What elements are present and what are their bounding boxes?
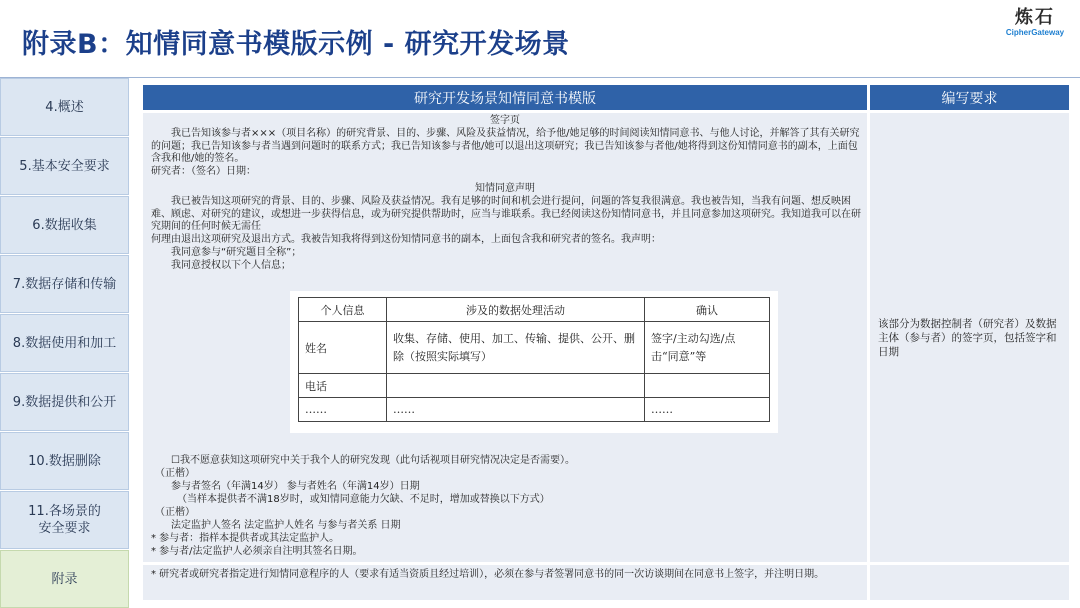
footer-note-cell [143,565,867,600]
date-requirement-note: * 参与者/法定监护人必须亲自注明其签名日期。 [151,546,363,557]
consent-declaration-cont: 何理由退出这项研究及退出方式。我被告知我将得到这份知情同意书的副本，上面包含我和研究者的签名。我声明： [151,234,661,245]
template-cell [143,113,867,562]
form-cell: 收集、存储、使用、加工、传输、提供、公开、删除（按照实际填写） [387,322,645,374]
researcher-signature-line: 研究者：（签名）日期： [151,166,256,177]
sidebar-item-deletion[interactable] [0,432,129,490]
sidebar-item-label: 4.概述 [45,99,84,115]
researcher-statement: 我已告知该参与者×××（项目名称）的研究背景、目的、步骤、风险及获益情况，给予他/她足够的时间阅读知情同意书、与他人讨论，并解答了其有关研究的问题；我已告知该参与者当遇到问题时的联系方式；我已告知该参与者他/她可以退出这项研究；我已告知该参与者他/她将得到这份知情同意书的副本，上面包含我和他/她的签名。 [151,128,860,164]
sidebar-item-overview[interactable] [0,78,129,136]
footer-empty-cell [870,565,1069,600]
sidebar-item-data-collection[interactable] [0,196,129,254]
form-cell: …… [299,398,387,422]
form-cell: 签字/主动勾选/点击“同意”等 [645,322,770,374]
form-cell: …… [387,398,645,422]
requirement-text: 该部分为数据控制者（研究者）及数据主体（参与者）的签字页，包括签字和日期 [878,317,1057,358]
sidebar-item-scenario-security[interactable] [0,491,129,549]
sidebar-item-use-processing[interactable] [0,314,129,372]
regular-script-note-2: （正楷） [155,507,195,518]
logo-cn-text: 炼石 [1015,7,1055,28]
form-cell [387,374,645,398]
guardian-condition-note: （当样本提供者不满18岁时，或知情同意能力欠缺、不足时，增加或替换以下方式） [177,494,550,505]
sidebar-item-label: 附录 [51,571,78,587]
sidebar-nav [0,78,129,608]
content-table [143,85,1069,600]
guardian-signature-line: 法定监护人签名 法定监护人姓名 与参与者关系 日期 [171,520,401,531]
personal-info-table [298,297,770,422]
footer-note: * 研究者或研究者指定进行知情同意程序的人（要求有适当资质且经过培训），必须在参与者签署同意书的同一次访谈期间在同意书上签字，并注明日期。 [151,569,825,580]
consent-declaration: 我已被告知这项研究的背景、目的、步骤、风险及获益情况。我有足够的时间和机会进行提问，问题的答复我很满意。我也被告知，当我有问题、想反映困难、顾虑、对研究的建议，或想进一步获得信息，或为研究提供帮助时，应当与谁联系。我已经阅读这份知情同意书，并且同意参加这项研究。我知道我可以在研究期间的任何时候无需任 [151,196,861,232]
sidebar-item-label: 5.基本安全要求 [19,158,110,174]
participant-signature-line: 参与者签名（年满14岁） 参与者姓名（年满14岁）日期 [171,481,420,492]
sidebar-item-label: 6.数据收集 [32,217,97,233]
sign-page-title: 签字页 [490,115,520,126]
sidebar-item-basic-security[interactable] [0,137,129,195]
form-header-info: 个人信息 [299,298,387,322]
sidebar-item-appendix[interactable] [0,550,129,608]
personal-info-form [290,291,778,433]
column-header-template: 研究开发场景知情同意书模版 [143,85,867,110]
form-header-activity: 涉及的数据处理活动 [387,298,645,322]
sidebar-item-label: 9.数据提供和公开 [12,394,117,410]
form-cell [645,374,770,398]
brand-logo [1002,8,1068,38]
regular-script-note: （正楷） [155,468,195,479]
declaration-title: 知情同意声明 [475,183,535,194]
title-divider [0,77,1080,78]
consent-authorize-line: 我同意授权以下个人信息； [171,260,291,271]
page-title: 附录B：知情同意书模版示例 - 研究开发场景 [22,29,570,60]
research-findings-optout: ☐我不愿意获知这项研究中关于我个人的研究发现（此句话视项目研究情况决定是否需要）。 [171,455,575,466]
logo-en-text: CipherGateway [1005,28,1065,37]
form-cell: 电话 [299,374,387,398]
form-cell: …… [645,398,770,422]
requirement-cell [870,113,1069,562]
sidebar-item-label: 8.数据使用和加工 [12,335,117,351]
column-header-requirement: 编写要求 [870,85,1069,110]
sidebar-item-label: 11.各场景的安全要求 [28,504,101,536]
sidebar-item-provide-publish[interactable] [0,373,129,431]
consent-topic-line: 我同意参与“研究题目全称”； [171,247,302,258]
form-header-confirm: 确认 [645,298,770,322]
participant-definition: * 参与者：指样本提供者或其法定监护人。 [151,533,340,544]
form-cell: 姓名 [299,322,387,374]
sidebar-item-label: 10.数据删除 [28,453,101,469]
sidebar-item-storage-transfer[interactable] [0,255,129,313]
sidebar-item-label: 7.数据存储和传输 [12,276,117,292]
